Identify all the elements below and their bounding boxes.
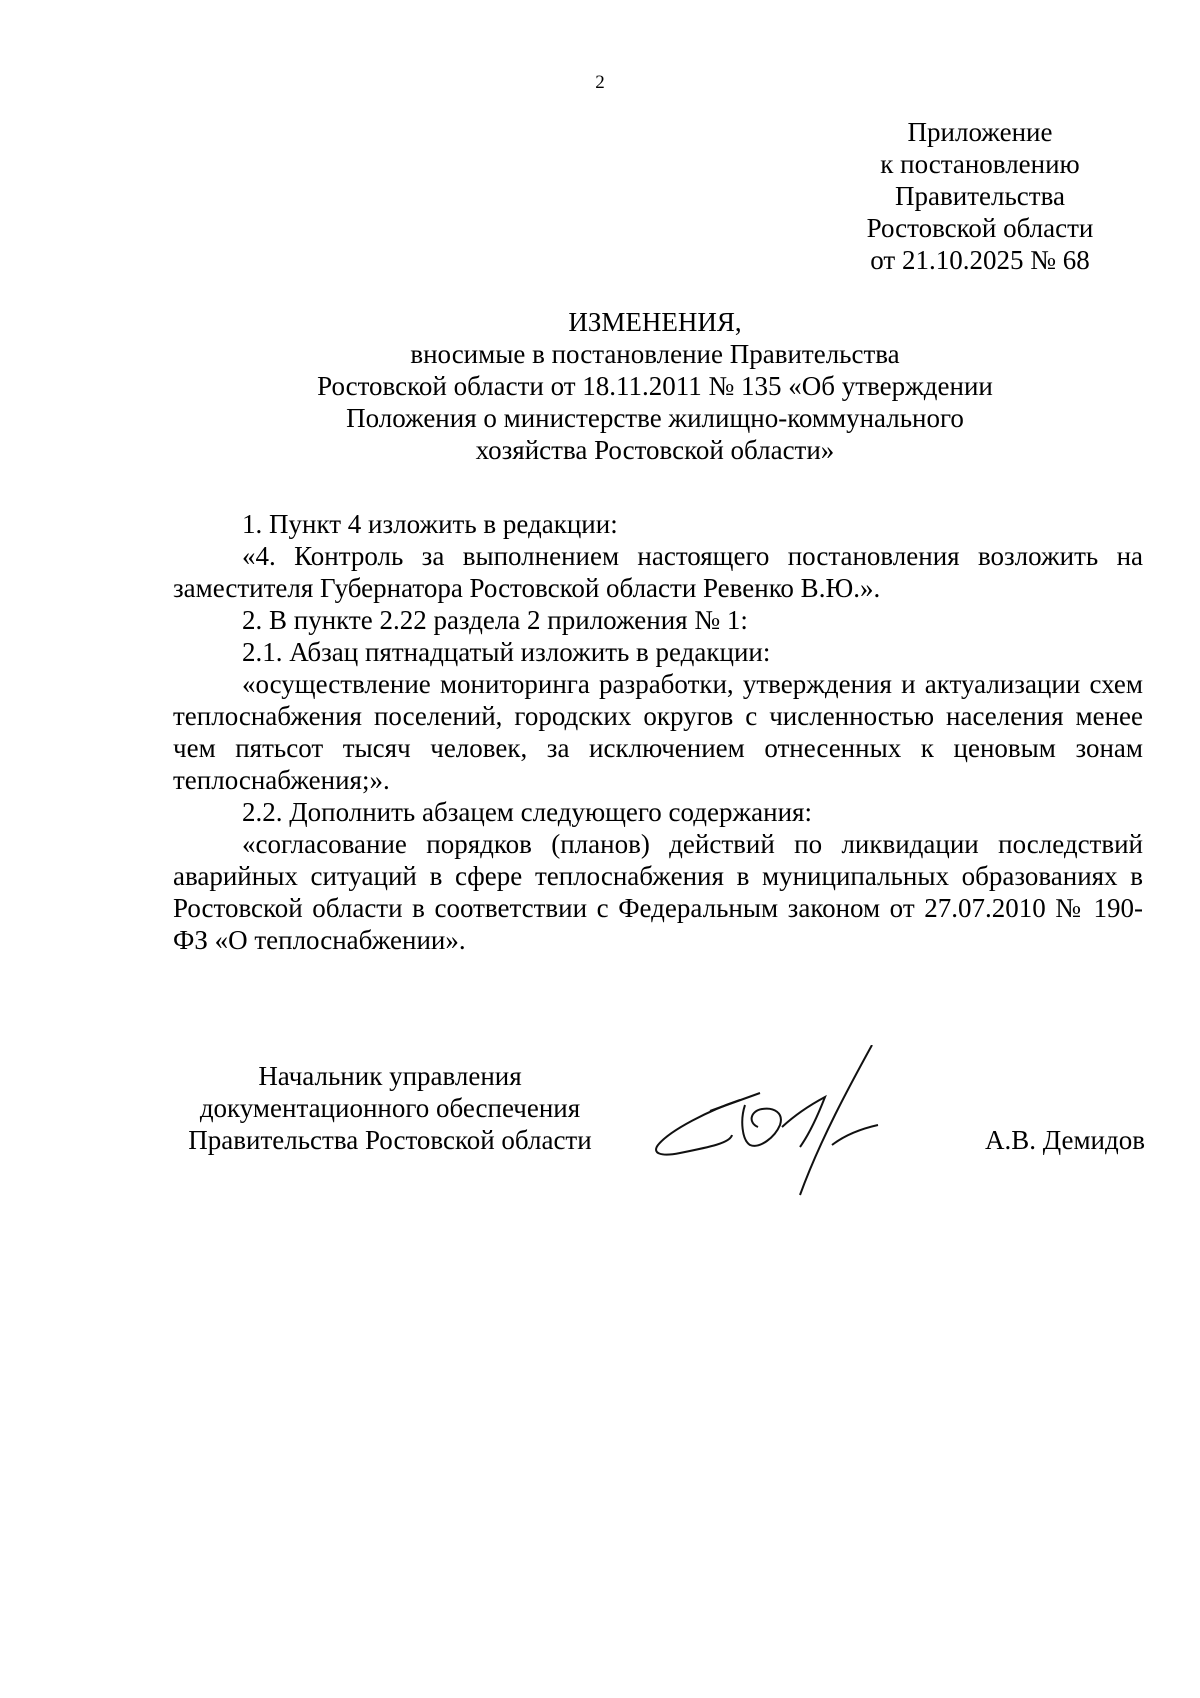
document-heading <box>170 306 1140 466</box>
paragraph: 2.2. Дополнить абзацем следующего содержания: <box>242 797 812 827</box>
paragraph: 1. Пункт 4 изложить в редакции: <box>242 509 618 539</box>
appendix-line: Приложение <box>907 117 1053 147</box>
appendix-line: Ростовской области <box>866 213 1094 243</box>
paragraph: «осуществление мониторинга разработки, утверждения и актуализации схем теплоснабжения поселений, городских округов с численностью населения менее чем пятьсот тысяч человек, за исключением отнесенных к ценовым зонам теплоснабжения;». <box>173 669 1143 795</box>
signer-position-line: Правительства Ростовской области <box>188 1125 592 1155</box>
paragraph: «согласование порядков (планов) действий по ликвидации последствий аварийных ситуаций в сфере теплоснабжения в муниципальных образованиях в Ростовской области в соответствии с Федеральным законом от 27.07.2010 № 190-ФЗ «О теплоснабжении». <box>173 829 1143 955</box>
signer-position-line: документационного обеспечения <box>199 1093 581 1123</box>
heading-subtitle-line: Положения о министерстве жилищно-коммунального <box>346 403 964 433</box>
document-body <box>173 508 1143 956</box>
paragraph: «4. Контроль за выполнением настоящего постановления возложить на заместителя Губернатора Ростовской области Ревенко В.Ю.». <box>173 541 1143 603</box>
handwritten-signature <box>650 1045 920 1205</box>
appendix-line: Правительства <box>895 181 1065 211</box>
appendix-header <box>840 116 1120 276</box>
signer-name: А.В. Демидов <box>984 1125 1145 1155</box>
appendix-line: к постановлению <box>880 149 1080 179</box>
page-number: 2 <box>595 72 605 93</box>
appendix-line: от 21.10.2025 № 68 <box>870 245 1090 275</box>
signer-position-line: Начальник управления <box>258 1061 522 1091</box>
heading-title: ИЗМЕНЕНИЯ, <box>568 307 742 337</box>
heading-subtitle-line: хозяйства Ростовской области» <box>475 435 835 465</box>
signer-position <box>170 1060 610 1156</box>
heading-subtitle-line: вносимые в постановление Правительства <box>410 339 900 369</box>
heading-subtitle-line: Ростовской области от 18.11.2011 № 135 «Об утверждении <box>317 371 993 401</box>
paragraph: 2. В пункте 2.22 раздела 2 приложения № 1: <box>242 605 748 635</box>
paragraph: 2.1. Абзац пятнадцатый изложить в редакции: <box>242 637 771 667</box>
